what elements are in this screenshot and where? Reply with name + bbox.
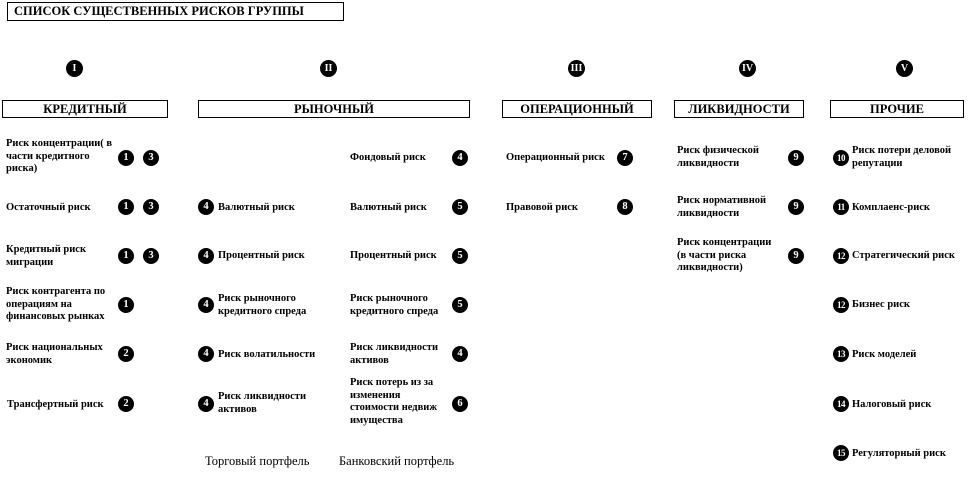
credit-risk-item: Остаточный риск — [6, 202, 91, 213]
liquidity-risk-item: Риск физической ликвидности — [677, 145, 759, 169]
operational-risk-item: Операционный риск — [506, 152, 605, 163]
risk-number-badge: 12 — [833, 248, 849, 264]
market-banking-risk-item: Риск ликвидности активов — [350, 342, 438, 366]
risk-number-badge: 4 — [198, 199, 214, 215]
market-trading-risk-item: Процентный риск — [218, 250, 305, 261]
risk-number-badge: 14 — [833, 396, 849, 412]
group-numeral-2: II — [320, 60, 337, 77]
category-other: ПРОЧИЕ — [830, 100, 964, 118]
risk-number-badge: 5 — [452, 248, 468, 264]
other-risk-item: Бизнес риск — [852, 299, 910, 310]
risk-number-badge: 8 — [617, 199, 633, 215]
market-trading-risk-item: Риск ликвидности активов — [218, 391, 306, 415]
risk-number-badge: 5 — [452, 199, 468, 215]
risk-number-badge: 12 — [833, 297, 849, 313]
market-banking-risk-item: Фондовый риск — [350, 152, 426, 163]
other-risk-item: Налоговый риск — [852, 399, 932, 410]
risk-number-badge: 5 — [452, 297, 468, 313]
group-numeral-3: III — [568, 60, 585, 77]
risk-number-badge: 4 — [198, 396, 214, 412]
liquidity-risk-item: Риск концентрации (в части риска ликвидности) — [677, 237, 772, 273]
risk-number-badge: 3 — [143, 150, 159, 166]
risk-number-badge: 4 — [452, 346, 468, 362]
other-risk-item: Стратегический риск — [852, 250, 955, 261]
market-trading-risk-item: Риск волатильности — [218, 349, 316, 360]
risk-number-badge: 4 — [198, 346, 214, 362]
risk-number-badge: 4 — [198, 248, 214, 264]
risk-number-badge: 3 — [143, 248, 159, 264]
risk-number-badge: 2 — [118, 346, 134, 362]
risk-number-badge: 11 — [833, 199, 849, 215]
risk-number-badge: 13 — [833, 346, 849, 362]
category-operational: ОПЕРАЦИОННЫЙ — [502, 100, 652, 118]
liquidity-risk-item: Риск нормативной ликвидности — [677, 195, 767, 219]
category-credit: КРЕДИТНЫЙ — [2, 100, 168, 118]
risk-number-badge: 9 — [788, 150, 804, 166]
risk-number-badge: 1 — [118, 199, 134, 215]
credit-risk-item: Риск национальных экономик — [6, 342, 103, 366]
risk-number-badge: 4 — [198, 297, 214, 313]
group-numeral-5: V — [896, 60, 913, 77]
risk-number-badge: 2 — [118, 396, 134, 412]
market-trading-risk-item: Риск рыночного кредитного спреда — [218, 293, 307, 317]
category-market: РЫНОЧНЫЙ — [198, 100, 470, 118]
risk-number-badge: 1 — [118, 297, 134, 313]
risk-number-badge: 15 — [833, 445, 849, 461]
trading-portfolio-label: Торговый портфель — [205, 454, 310, 468]
other-risk-item: Риск моделей — [852, 349, 917, 360]
page-title: СПИСОК СУЩЕСТВЕННЫХ РИСКОВ ГРУППЫ — [7, 2, 344, 21]
risk-number-badge: 1 — [118, 248, 134, 264]
credit-risk-item: Трансфертный риск — [7, 399, 104, 410]
market-banking-risk-item: Валютный риск — [350, 202, 427, 213]
market-banking-risk-item: Риск потерь из за изменения стоимости недвиж имущества — [350, 377, 437, 426]
credit-risk-item: Риск концентрации( в части кредитного риска) — [6, 138, 113, 174]
credit-risk-item: Риск контрагента по операциям на финансовых рынках — [6, 286, 106, 322]
risk-number-badge: 10 — [833, 150, 849, 166]
risk-number-badge: 6 — [452, 396, 468, 412]
market-banking-risk-item: Процентный риск — [350, 250, 437, 261]
risk-number-badge: 7 — [617, 150, 633, 166]
banking-portfolio-label: Банковский портфель — [339, 454, 455, 468]
market-trading-risk-item: Валютный риск — [218, 202, 295, 213]
risk-number-badge: 3 — [143, 199, 159, 215]
risk-number-badge: 1 — [118, 150, 134, 166]
market-banking-risk-item: Риск рыночного кредитного спреда — [350, 293, 439, 317]
other-risk-item: Регуляторный риск — [852, 448, 946, 459]
group-numeral-4: IV — [739, 60, 756, 77]
category-liquidity: ЛИКВИДНОСТИ — [674, 100, 804, 118]
operational-risk-item: Правовой риск — [506, 202, 578, 213]
other-risk-item: Комплаенс-риск — [852, 202, 930, 213]
risk-number-badge: 4 — [452, 150, 468, 166]
risk-number-badge: 9 — [788, 199, 804, 215]
other-risk-item: Риск потери деловой репутации — [852, 145, 952, 169]
risk-number-badge: 9 — [788, 248, 804, 264]
group-numeral-1: I — [66, 60, 83, 77]
credit-risk-item: Кредитный риск миграции — [6, 244, 87, 268]
